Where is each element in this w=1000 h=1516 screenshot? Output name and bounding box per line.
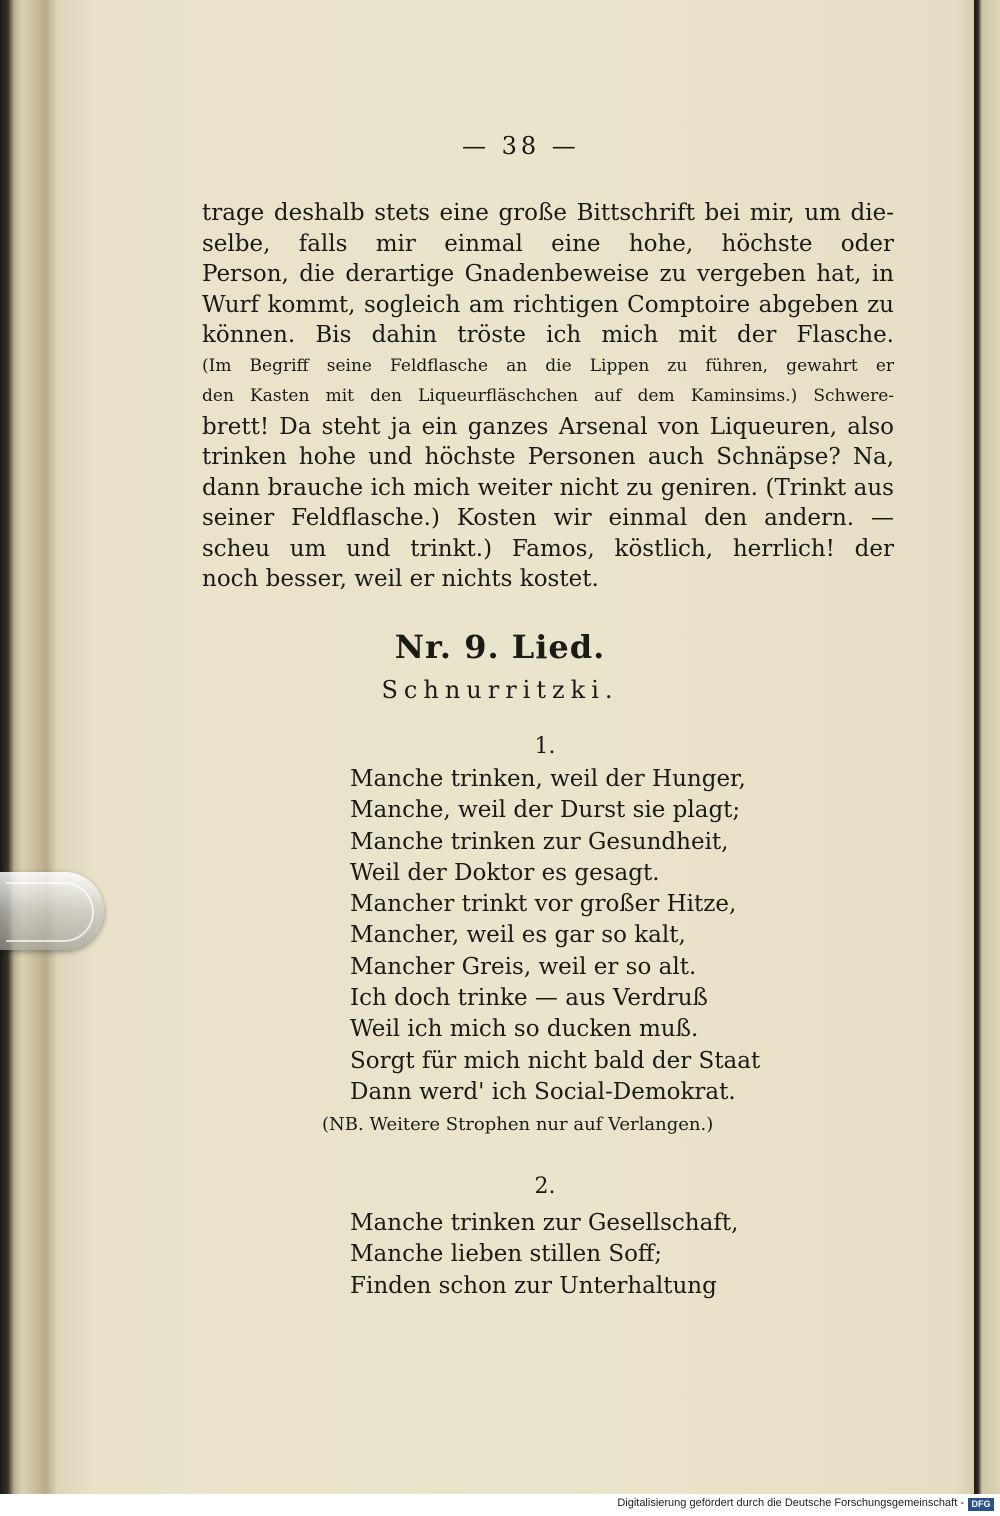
page-clip-highlight	[6, 882, 94, 942]
song-title: Nr. 9. Lied.	[394, 628, 606, 666]
prose-line: trinken hohe und höchste Personen auch Schnäpse? Na,	[202, 444, 894, 470]
prose-line: seiner Feldflasche.) Kosten wir einmal den andern. —	[202, 505, 894, 531]
prose-line: Person, die derartige Gnadenbeweise zu vergeben hat, in	[202, 261, 894, 287]
verse-line: Manche trinken zur Gesellschaft,	[350, 1210, 739, 1236]
prose-line: Wurf kommt, sogleich am richtigen Comptoire abgeben zu	[202, 291, 894, 318]
verse-block	[350, 1210, 738, 1304]
stage-direction-line: (Im Begriff seine Feldflasche an die Lippen zu führen, gewahrt er	[202, 355, 894, 376]
page-clip	[0, 872, 104, 950]
prose-line: trage deshalb stets eine große Bittschrift bei mir, um die-	[202, 200, 894, 226]
verse-line: Mancher Greis, weil er so alt.	[350, 953, 697, 980]
verse-line: Sorgt für mich nicht bald der Staat	[350, 1047, 761, 1074]
verse-line: Mancher trinkt vor großer Hitze,	[350, 891, 737, 918]
verse-line: Manche, weil der Durst sie plagt;	[350, 797, 741, 824]
verse-line: Weil der Doktor es gesagt.	[350, 859, 660, 886]
prose-line: selbe, falls mir einmal eine hohe, höchste oder	[202, 230, 894, 257]
verse-line: Manche trinken, weil der Hunger,	[350, 766, 746, 792]
page-number: — 38 —	[462, 132, 580, 160]
verse-line: Finden schon zur Unterhaltung	[350, 1272, 717, 1299]
prose-block	[202, 198, 894, 595]
footnote: (NB. Weitere Strophen nur auf Verlangen.)	[322, 1114, 714, 1135]
dfg-logo: DFG	[968, 1498, 994, 1511]
verse-line: Manche trinken zur Gesundheit,	[350, 828, 729, 855]
prose-line: können. Bis dahin tröste ich mich mit der Flasche.	[202, 322, 894, 348]
verse-line: Ich doch trinke — aus Verdruß	[350, 985, 708, 1012]
verse-line: Mancher, weil es gar so kalt,	[350, 922, 686, 949]
verse-line: Weil ich mich so ducken muß.	[350, 1016, 699, 1043]
song-subtitle: Schnurritzki.	[381, 676, 619, 704]
verse-number: 2.	[534, 1174, 556, 1199]
prose-line: scheu um und trinkt.) Famos, köstlich, herrlich! der	[202, 535, 894, 562]
footer-bar	[0, 1494, 1000, 1516]
verse-block	[350, 766, 760, 1110]
verse-line: Dann werd' ich Social-Demokrat.	[350, 1078, 736, 1105]
prose-line: noch besser, weil er nichts kostet.	[202, 566, 599, 592]
footer-credit: Digitalisierung gefördert durch die Deutsche Forschungsgemeinschaft -	[617, 1497, 964, 1509]
stage-direction-line: den Kasten mit den Liqueurfläschchen auf dem Kaminsims.) Schwere-	[202, 386, 894, 406]
prose-line: brett! Da steht ja ein ganzes Arsenal von Liqueuren, also	[202, 413, 894, 440]
verse-line: Manche lieben stillen Soff;	[350, 1241, 663, 1268]
verse-number: 1.	[534, 734, 556, 759]
prose-line: dann brauche ich mich weiter nicht zu geniren. (Trinkt aus	[202, 474, 894, 501]
